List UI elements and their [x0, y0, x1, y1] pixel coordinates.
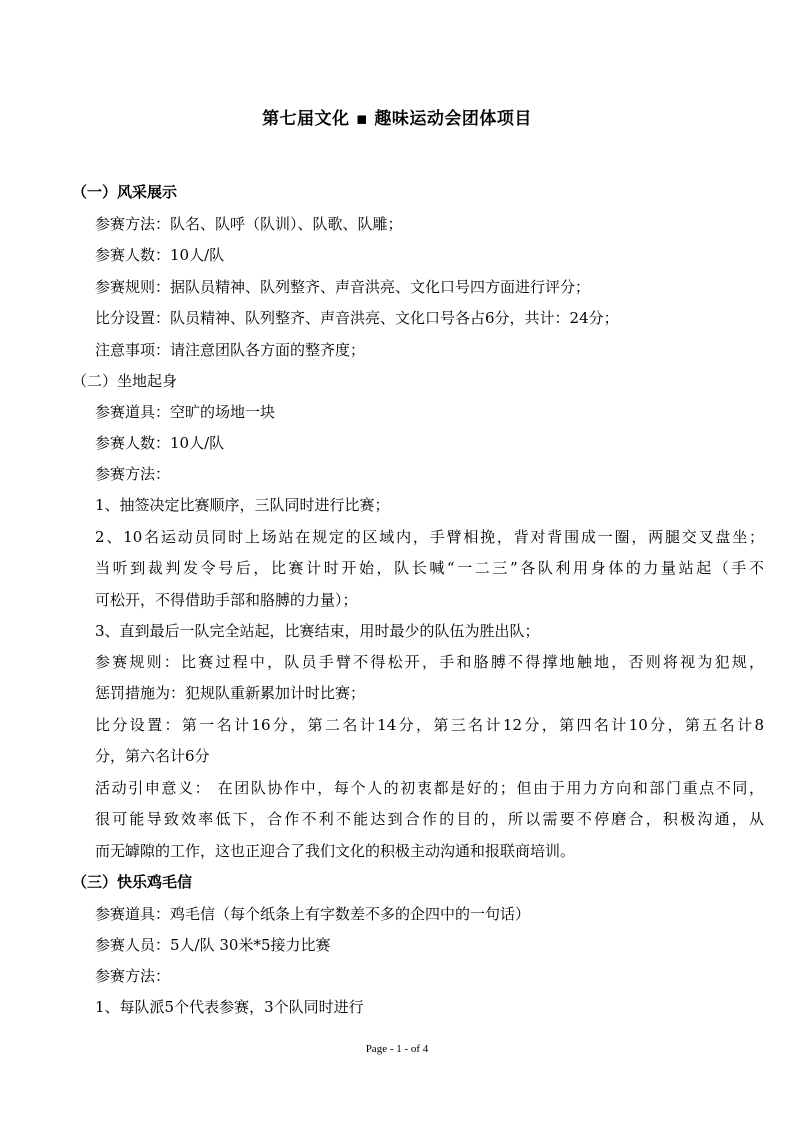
page-footer: Page - 1 - of 4 [365, 1043, 429, 1055]
text-line: 参赛方法： [95, 967, 171, 985]
text-line: 注意事项：请注意团队各方面的整齐度； [95, 341, 366, 359]
text-line: 参赛方法： [95, 465, 171, 483]
text-line: 参赛人数：10人/队 [95, 246, 225, 264]
document-title: 第七届文化 ▪ 趣味运动会团体项目 [262, 109, 532, 129]
text-line: 当听到裁判发令号后，比赛计时开始，队长喊“一二三”各队利用身体的力量站起（手不 [95, 559, 764, 577]
section-heading-2: （二）坐地起身 [72, 372, 178, 390]
text-line: 2、10名运动员同时上场站在规定的区域内，手臂相挽，背对背围成一圈，两腿交叉盘坐； [95, 528, 764, 546]
section-heading-3: （三）快乐鸡毛信 [72, 873, 193, 891]
text-line: 参赛人数：10人/队 [95, 434, 225, 452]
text-line: 3、直到最后一队完全站起，比赛结束，用时最少的队伍为胜出队； [95, 622, 540, 640]
text-line: 惩罚措施为：犯规队重新累加计时比赛； [95, 684, 366, 702]
text-line: 分，第六名计6分 [95, 747, 210, 765]
text-line: 很可能导致效率低下，合作不利不能达到合作的目的，所以需要不停磨合，积极沟通，从 [95, 810, 764, 828]
text-line: 比分设置：队员精神、队列整齐、声音洪亮、文化口号各占6分，共计：24分； [95, 309, 619, 327]
text-line: 参赛道具：鸡毛信（每个纸条上有字数差不多的企四中的一句话） [95, 905, 531, 923]
text-line: 参赛道具：空旷的场地一块 [95, 403, 276, 421]
text-line: 1、每队派5个代表参赛，3个队同时进行 [95, 998, 364, 1016]
text-line: 比分设置：第一名计16分，第二名计14分，第三名计12分，第四名计10分，第五名计8 [95, 716, 764, 734]
text-line: 参赛规则：据队员精神、队列整齐、声音洪亮、文化口号四方面进行评分； [95, 278, 591, 296]
text-line: 可松开，不得借助手部和胳膊的力量）； [95, 591, 358, 609]
text-line: 而无罅隙的工作，这也正迎合了我们文化的积极主动沟通和报联商培训。 [95, 842, 576, 860]
text-line: 参赛规则：比赛过程中，队员手臂不得松开，手和胳膊不得撑地触地，否则将视为犯规， [95, 653, 764, 671]
text-line: 参赛方法：队名、队呼（队训）、队歌、队雕； [95, 215, 403, 233]
text-line: 参赛人员：5人/队 30米*5接力比赛 [95, 936, 331, 954]
text-line: 1、抽签决定比赛顺序，三队同时进行比赛； [95, 496, 390, 514]
text-line: 活动引申意义： 在团队协作中，每个人的初衷都是好的；但由于用力方向和部门重点不同， [95, 779, 764, 797]
section-heading-1: （一）风采展示 [72, 183, 178, 201]
